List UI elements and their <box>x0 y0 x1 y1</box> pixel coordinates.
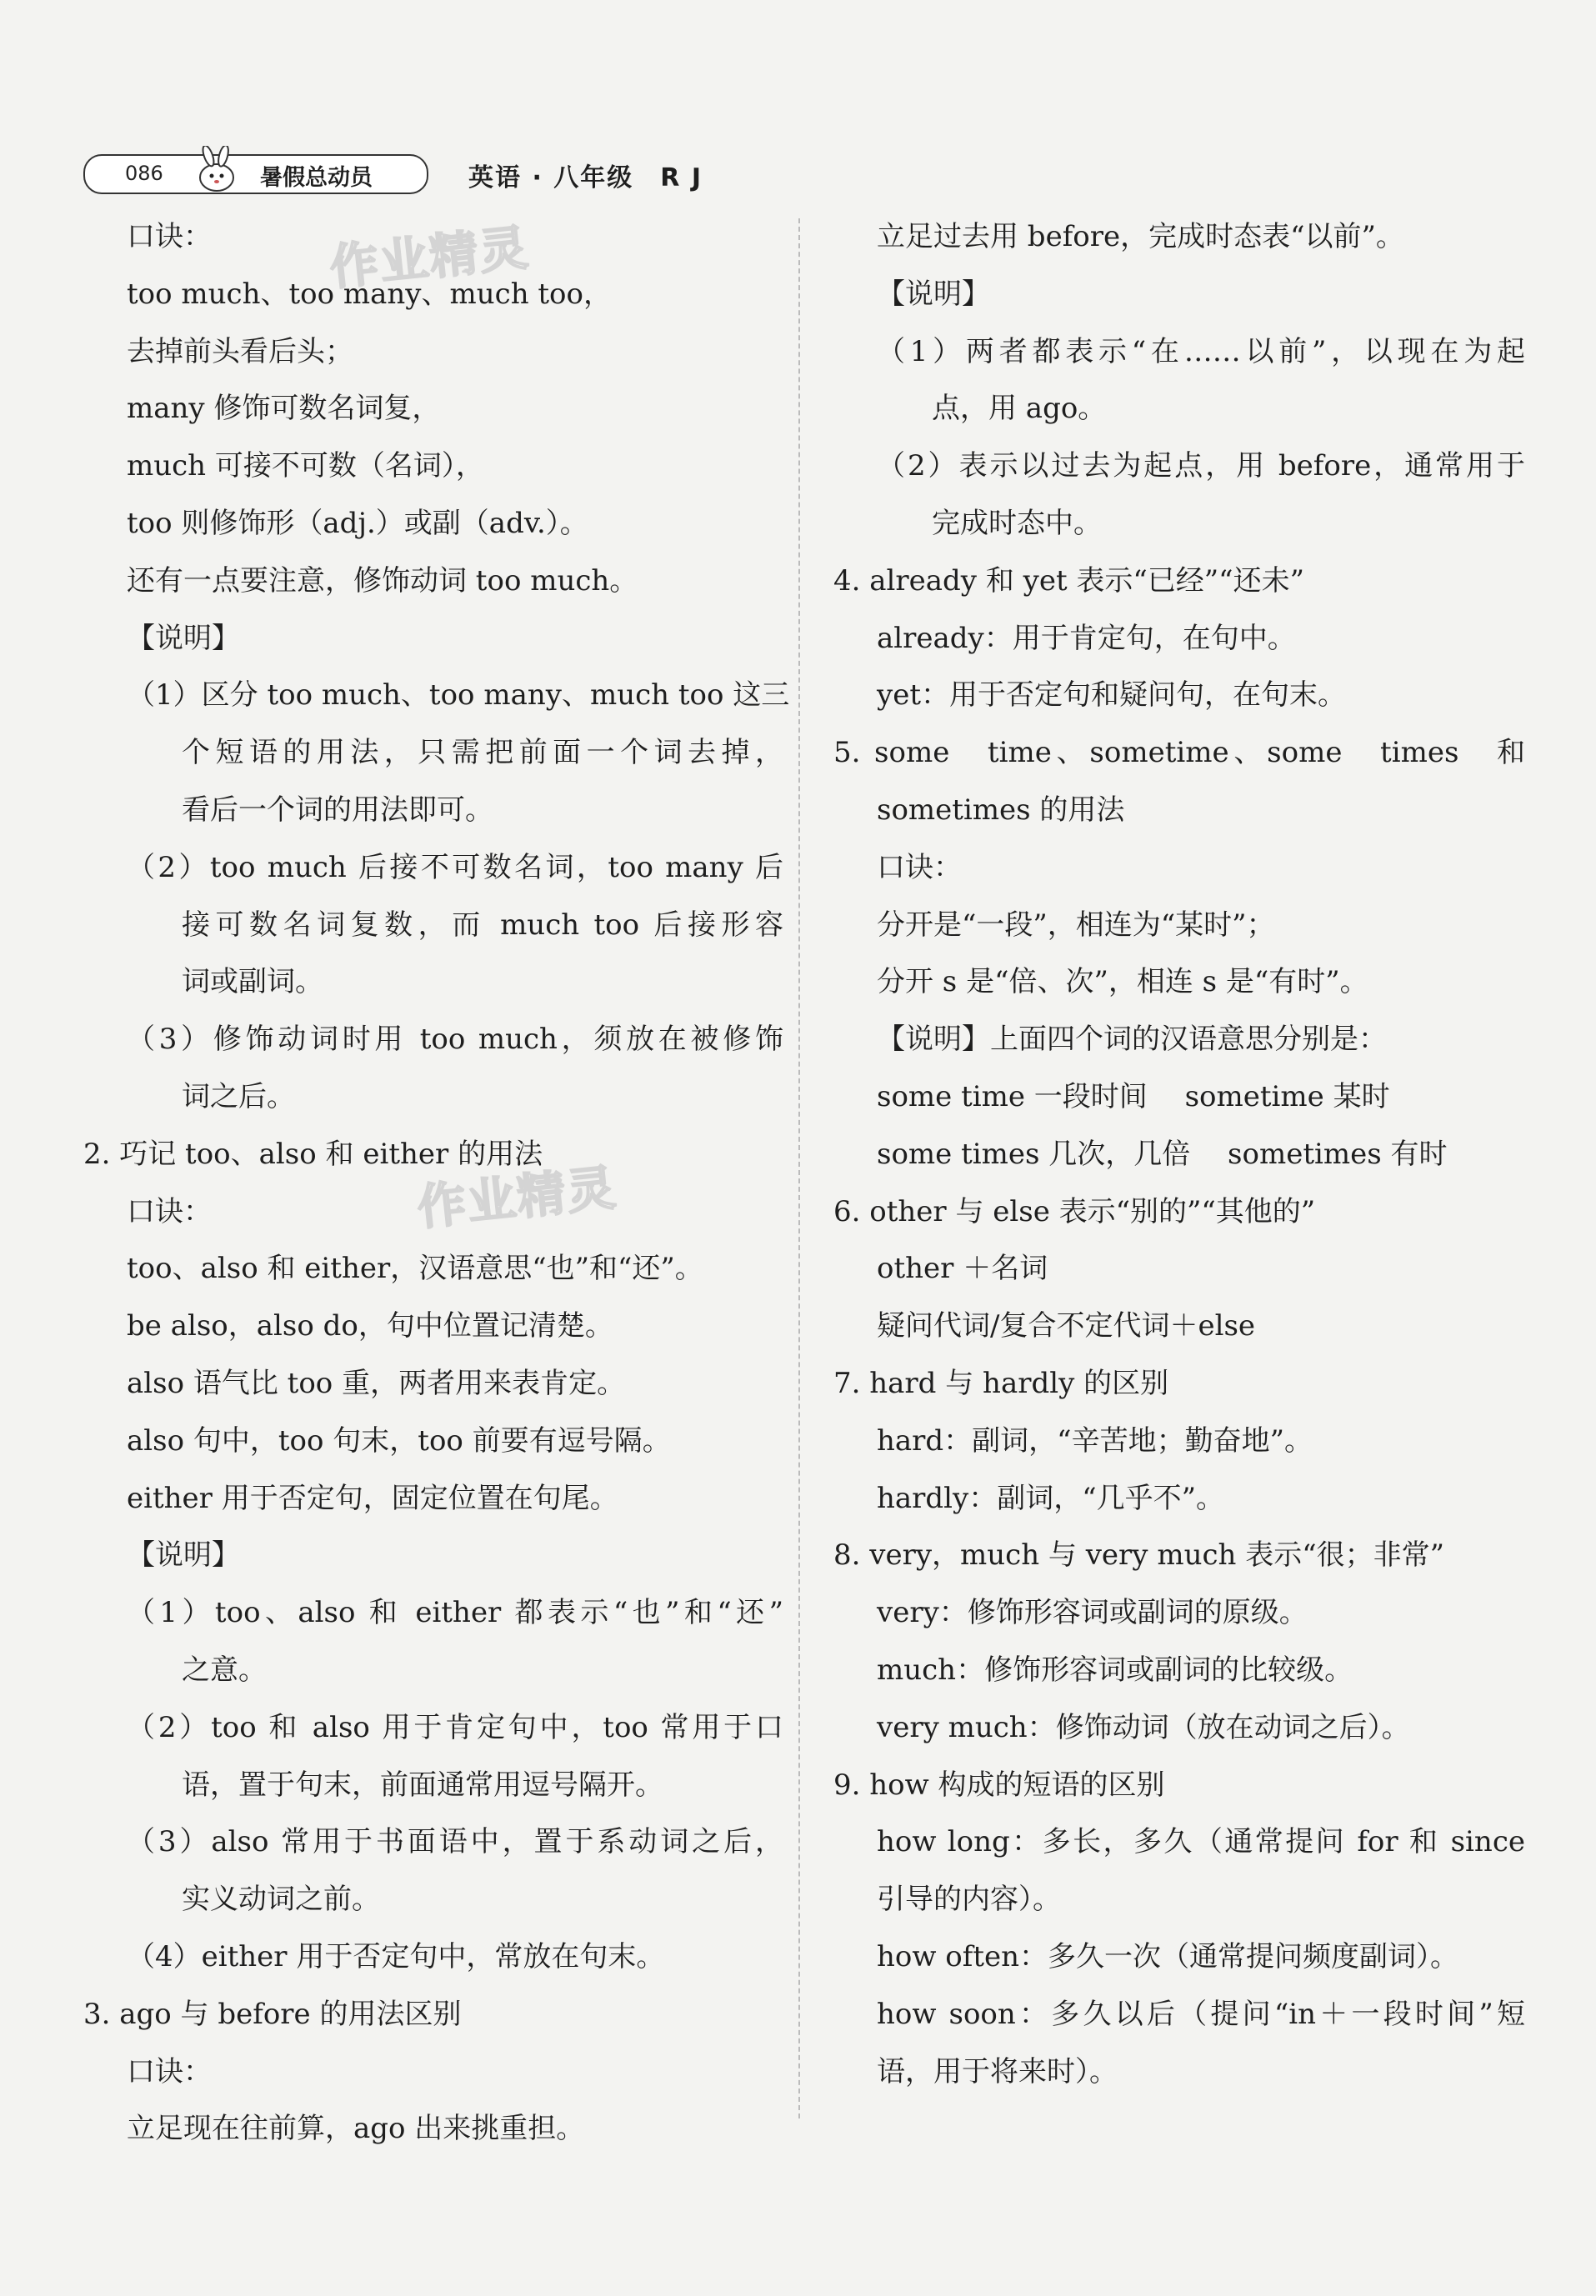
watermark: 作业精灵 <box>414 1158 620 1237</box>
subject-grade: 英语 · 八年级 R J <box>468 163 703 193</box>
text-line: how long：多长，多久（通常提问 for 和 since <box>877 1825 1525 1859</box>
text-line: 立足过去用 before，完成时态表“以前”。 <box>877 220 1404 253</box>
text-line: 【说明】上面四个词的汉语意思分别是： <box>877 1023 1387 1057</box>
text-line: too much、too many、much too， <box>127 277 613 311</box>
page-number: 086 <box>125 162 163 185</box>
right-column <box>833 208 1525 2100</box>
text-line: 引导的内容）。 <box>877 1883 1061 1917</box>
text-line: sometimes 的用法 <box>877 793 1125 827</box>
text-line: （1）区分 too much、too many、much too 这三 <box>127 678 790 713</box>
text-line: 6. other 与 else 表示“别的”“其他的” <box>833 1194 1316 1228</box>
text-line: （1）too、also 和 either 都表示“也”和“还” <box>127 1596 783 1630</box>
text-line: （3）also 常用于书面语中，置于系动词之后， <box>127 1825 783 1859</box>
text-line: other ＋名词 <box>877 1252 1048 1286</box>
text-line: yet：用于否定句和疑问句，在句末。 <box>877 678 1346 713</box>
text-line: be also，also do，句中位置记清楚。 <box>127 1309 613 1343</box>
text-line: 完成时态中。 <box>932 506 1102 540</box>
text-line: 9. how 构成的短语的区别 <box>833 1768 1165 1802</box>
left-column <box>83 208 790 2158</box>
text-line: 立足现在往前算，ago 出来挑重担。 <box>127 2112 585 2146</box>
text-line: 分开 s 是“倍、次”，相连 s 是“有时”。 <box>877 965 1368 999</box>
text-line: 之意。 <box>182 1653 267 1687</box>
text-line: 【说明】 <box>127 621 240 655</box>
text-line: very：修饰形容词或副词的原级。 <box>877 1596 1308 1630</box>
text-line: 看后一个词的用法即可。 <box>182 793 493 827</box>
column-divider <box>798 218 800 2118</box>
text-line: too、also 和 either，汉语意思“也”和“还”。 <box>127 1252 703 1286</box>
text-line: many 修饰可数名词复， <box>127 392 441 426</box>
text-line: 去掉前头看后头； <box>127 334 353 368</box>
text-line: 2. 巧记 too、also 和 either 的用法 <box>83 1137 543 1171</box>
text-line: （3）修饰动词时用 too much，须放在被修饰 <box>127 1023 783 1057</box>
text-line: also 语气比 too 重，两者用来表肯定。 <box>127 1366 626 1400</box>
text-line: （2）too much 后接不可数名词，too many 后 <box>127 850 783 884</box>
text-line: 分开是“一段”，相连为“某时”； <box>877 908 1275 942</box>
text-line: 4. already 和 yet 表示“已经”“还未” <box>833 563 1304 598</box>
text-line: also 句中，too 句末，too 前要有逗号隔。 <box>127 1423 671 1458</box>
text-line: too 则修饰形（adj.）或副（adv.）。 <box>127 506 588 540</box>
page-header <box>83 154 917 193</box>
text-line: 7. hard 与 hardly 的区别 <box>833 1366 1169 1400</box>
watermark: 作业精灵 <box>327 218 533 297</box>
text-line: 3. ago 与 before 的用法区别 <box>83 1997 462 2031</box>
text-line: 疑问代词/复合不定代词＋else <box>877 1309 1256 1343</box>
text-line: 词或副词。 <box>182 965 323 999</box>
text-line: much：修饰形容词或副词的比较级。 <box>877 1653 1353 1687</box>
text-line: （2）表示以过去为起点，用 before，通常用于 <box>877 449 1525 483</box>
text-line: 还有一点要注意，修饰动词 too much。 <box>127 563 638 598</box>
text-line: 个短语的用法，只需把前面一个词去掉， <box>182 736 783 770</box>
text-line: hardly：副词，“几乎不”。 <box>877 1481 1225 1515</box>
text-line: （4）either 用于否定句中，常放在句末。 <box>127 1939 665 1973</box>
text-line: much 可接不可数（名词）， <box>127 449 484 483</box>
text-line: 8. very，much 与 very much 表示“很；非常” <box>833 1538 1444 1573</box>
text-line: 词之后。 <box>182 1079 295 1113</box>
text-line: 语，用于将来时）。 <box>877 2054 1118 2088</box>
text-line: 5. some time、sometime、some times 和 <box>833 736 1525 770</box>
text-line: 口诀： <box>127 2054 212 2088</box>
text-line: （1）两者都表示“在……以前”，以现在为起 <box>877 334 1525 368</box>
text-line: how soon：多久以后（提问“in＋一段时间”短 <box>877 1997 1525 2031</box>
text-line: 实义动词之前。 <box>182 1883 380 1917</box>
text-line: 接可数名词复数，而 much too 后接形容 <box>182 908 783 942</box>
text-line: 语，置于句末，前面通常用逗号隔开。 <box>182 1768 663 1802</box>
text-line: very much：修饰动词（放在动词之后）。 <box>877 1710 1410 1744</box>
text-line: 【说明】 <box>877 277 990 311</box>
text-line: 口诀： <box>877 850 962 884</box>
text-line: how often：多久一次（通常提问频度副词）。 <box>877 1939 1459 1973</box>
text-line: 口诀： <box>127 1194 212 1228</box>
header-badge <box>83 154 428 194</box>
text-line: either 用于否定句，固定位置在句尾。 <box>127 1481 618 1515</box>
text-line: 口诀： <box>127 220 212 253</box>
text-line: already：用于肯定句，在句中。 <box>877 621 1296 655</box>
text-line: 点，用 ago。 <box>932 392 1107 426</box>
text-line: （2）too 和 also 用于肯定句中，too 常用于口 <box>127 1710 783 1744</box>
text-line: some time 一段时间 sometime 某时 <box>877 1079 1390 1113</box>
series-title: 暑假总动员 <box>260 165 373 191</box>
text-line: some times 几次，几倍 sometimes 有时 <box>877 1137 1448 1171</box>
rabbit-mascot-icon <box>183 146 250 196</box>
text-line: 【说明】 <box>127 1538 240 1573</box>
text-line: hard：副词，“辛苦地；勤奋地”。 <box>877 1423 1313 1458</box>
